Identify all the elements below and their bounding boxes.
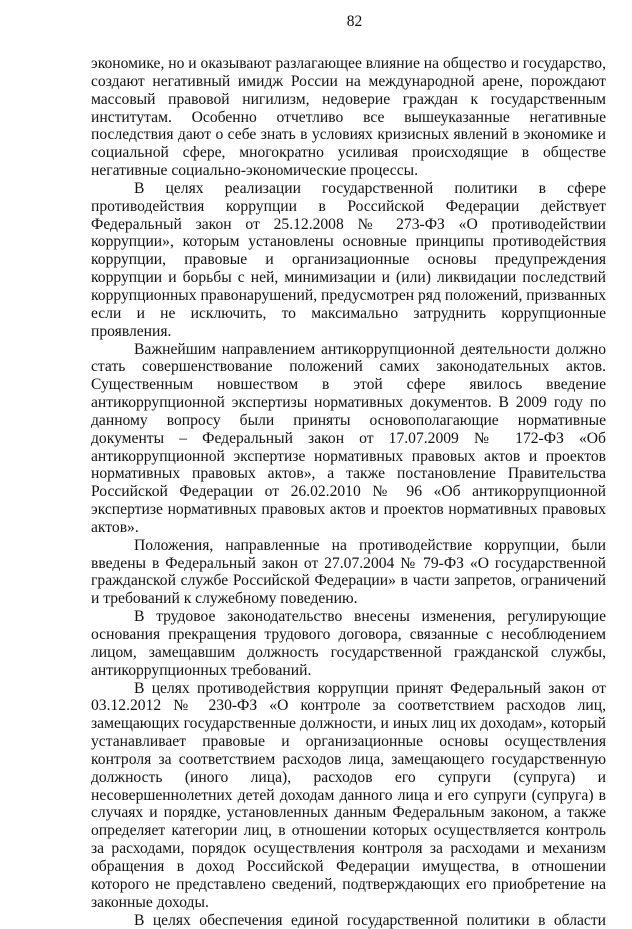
paragraph-labor-law: В трудовое законодательство внесены изменения, регулирующие основания прекращения трудового договора, связанные с несоблюдением лицом, замещавшим должность государственной гражданской службы, антикоррупционных требований.: [91, 608, 606, 679]
paragraph-anticorruption-expertise: Важнейшим направлением антикоррупционной деятельности должно стать совершенствование положений самих законодательных актов. Существенным новшеством в этой сфере явилось введение антикоррупционной экспертизы нормативных документов. В 2009 году по данному вопросу были приняты основополагающие нормативные документы – Федеральный закон от 17.07.2009 № 172-ФЗ «Об антикоррупционной экспертизе нормативных правовых актов и проектов нормативных правовых актов», а также постановление Правительства Российской Федерации от 26.02.2010 № 96 «Об антикоррупционной экспертизе нормативных правовых актов и проектов нормативных правовых актов».: [91, 341, 606, 537]
body-text: [91, 55, 606, 929]
page-number: 82: [91, 12, 606, 32]
paragraph-continuation: экономике, но и оказывают разлагающее влияние на общество и государство, создают негативный имидж России на международной арене, порождают массовый правовой нигилизм, недоверие граждан к государственным институтам. Особенно отчетливо все вышеуказанные негативные последствия дают о себе знать в условиях кризисных явлений в экономике и социальной сфере, многократно усиливая происходящие в обществе негативные социально-экономические процессы.: [91, 55, 606, 180]
paragraph-federal-law-273: В целях реализации государственной политики в сфере противодействия коррупции в Российской Федерации действует Федеральный закон от 25.12.2008 № 273-ФЗ «О противодействии коррупции», которым установлены основные принципы противодействия коррупции, правовые и организационные основы предупреждения коррупции и борьбы с ней, минимизации и (или) ликвидации последствий коррупционных правонарушений, предусмотрен ряд положений, призванных если и не исключить, то максимально затруднить коррупционные проявления.: [91, 180, 606, 341]
paragraph-unified-policy: В целях обеспечения единой государственной политики в области: [91, 912, 606, 929]
paragraph-civil-service-law: Положения, направленные на противодействие коррупции, были введены в Федеральный закон от 27.07.2004 № 79-ФЗ «О государственной гражданской службе Российской Федерации» в части запретов, ограничений и требований к служебному поведению.: [91, 537, 606, 608]
paragraph-federal-law-230: В целях противодействия коррупции принят Федеральный закон от 03.12.2012 № 230-ФЗ «О контроле за соответствием расходов лиц, замещающих государственные должности, и иных лиц их доходам», который устанавливает правовые и организационные основы осуществления контроля за соответствием расходов лица, замещающего государственную должность (иного лица), расходов его супруги (супруга) и несовершеннолетних детей доходам данного лица и его супруги (супруга) в случаях и порядке, установленных данным Федеральным законом, а также определяет категории лиц, в отношении которых осуществляется контроль за расходами, порядок осуществления контроля за расходами и механизм обращения в доход Российской Федерации имущества, в отношении которого не представлено сведений, подтверждающих его приобретение на законные доходы.: [91, 680, 606, 912]
